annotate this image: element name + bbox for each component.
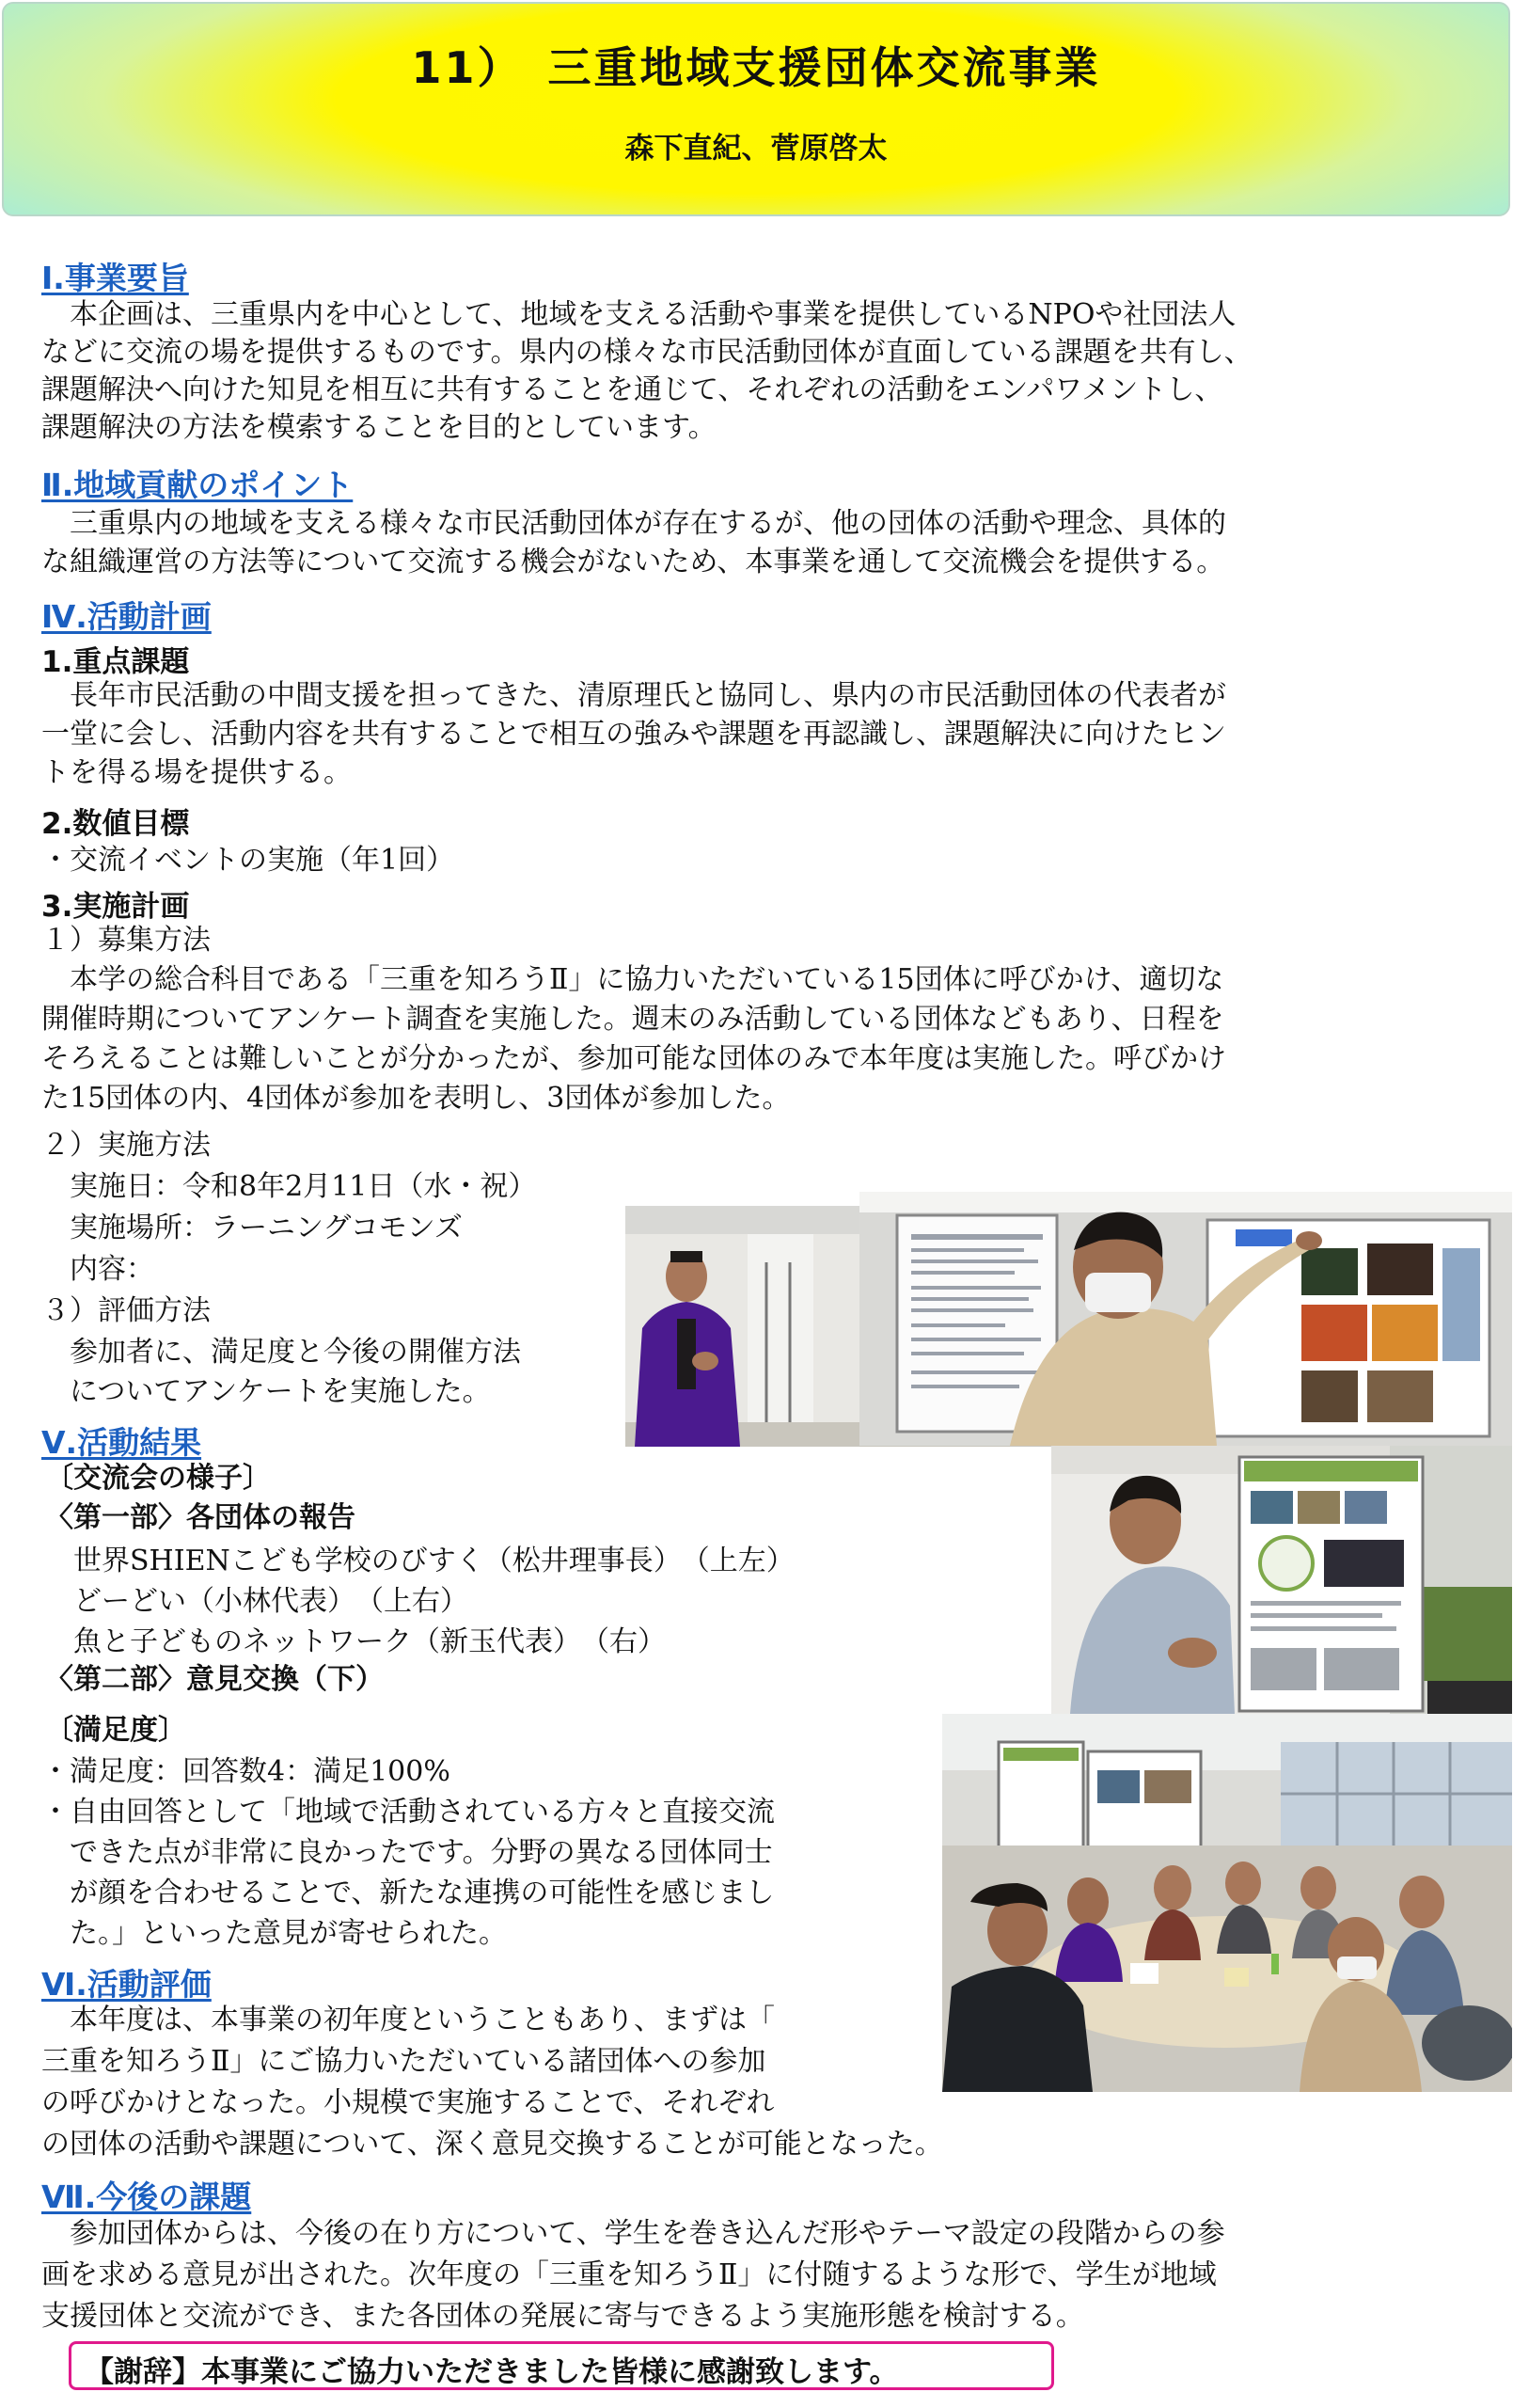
subheading-priority: 1.重点課題 — [41, 645, 190, 679]
body-line: 実施場所：ラーニングコモンズ — [41, 1212, 463, 1244]
body-line: ・自由回答として「地域で活動されている方々と直接交流 — [41, 1796, 775, 1829]
body-line: 魚と子どものネットワーク（新玉代表） （右） — [45, 1625, 666, 1658]
body-line: 課題解決の方法を模索することを目的としています。 — [41, 411, 717, 444]
body-line: などに交流の場を提供するものです。県内の様々な市民活動団体が直面している課題を共有し、 — [41, 336, 1253, 369]
plan-item-title: ２）実施方法 — [41, 1129, 211, 1162]
page-title: 11） 三重地域支援団体交流事業 — [411, 42, 1101, 93]
plan-item-title: ３）評価方法 — [41, 1294, 211, 1327]
acknowledgement-text: 【謝辞】本事業にご協力いただきました皆様に感謝致します。 — [85, 2355, 899, 2389]
body-line: 世界SHIENこども学校のびすく（松井理事長） （上左） — [45, 1545, 795, 1577]
body-line: 参加者に、満足度と今後の開催方法 — [41, 1336, 521, 1369]
title-banner — [2, 2, 1510, 216]
body-line: 課題解決へ向けた知見を相互に共有することを通じて、それぞれの活動をエンパワメントし、 — [41, 373, 1223, 406]
body-line: 本学の総合科目である「三重を知ろうⅡ」に協力いただいている15団体に呼びかけ、適切な — [41, 963, 1224, 996]
body-line: できた点が非常に良かったです。分野の異なる団体同士 — [41, 1836, 773, 1869]
body-line: 三重を知ろうⅡ」にご協力いただいている諸団体への参加 — [41, 2045, 766, 2078]
results-scene-title: 〔交流会の様子〕 — [45, 1462, 271, 1495]
body-line: どーどい（小林代表） （上右） — [45, 1585, 468, 1618]
body-line: 参加団体からは、今後の在り方について、学生を巻き込んだ形やテーマ設定の段階からの参 — [41, 2217, 1225, 2250]
satisfaction-title: 〔満足度〕 — [45, 1714, 186, 1747]
body-line: ・交流イベントの実施（年1回） — [41, 844, 455, 877]
photo-discussion — [942, 1714, 1512, 2092]
authors: 森下直紀、菅原啓太 — [624, 132, 888, 166]
body-line: の呼びかけとなった。小規模で実施することで、それぞれ — [41, 2086, 775, 2119]
body-line: についてアンケートを実施した。 — [41, 1375, 491, 1408]
body-line: が顔を合わせることで、新たな連携の可能性を感じまし — [41, 1877, 775, 1909]
body-line: 本企画は、三重県内を中心として、地域を支える活動や事業を提供しているNPOや社団法人 — [41, 298, 1237, 331]
section-heading-plan: Ⅳ.活動計画 — [41, 598, 212, 635]
photo-presenter-poster — [859, 1192, 1512, 1446]
acknowledgement-box — [69, 2341, 1054, 2390]
results-part1-title: 〈第一部〉各団体の報告 — [45, 1501, 355, 1534]
section-heading-future: Ⅶ.今後の課題 — [41, 2178, 252, 2215]
body-line: トを得る場を提供する。 — [41, 756, 352, 789]
section-heading-evaluation: Ⅵ.活動評価 — [41, 1966, 212, 2003]
photo-speaker-hoodie — [1051, 1446, 1512, 1714]
body-line: 本年度は、本事業の初年度ということもあり、まずは「 — [41, 2004, 775, 2036]
plan-item-title: １）募集方法 — [41, 924, 211, 957]
body-line: 画を求める意見が出された。次年度の「三重を知ろうⅡ」に付随するような形で、学生が地域 — [41, 2258, 1217, 2291]
body-line: た15団体の内、4団体が参加を表明し、3団体が参加した。 — [41, 1082, 791, 1115]
subheading-target: 2.数値目標 — [41, 807, 190, 841]
body-line: 開催時期についてアンケート調査を実施した。週末のみ活動している団体などもあり、日程を — [41, 1003, 1224, 1036]
body-line: 長年市民活動の中間支援を担ってきた、清原理氏と協同し、県内の市民活動団体の代表者が — [41, 679, 1226, 712]
body-line: ・満足度：回答数4：満足100% — [41, 1755, 450, 1788]
section-heading-results: Ⅴ.活動結果 — [41, 1424, 202, 1461]
body-line: の団体の活動や課題について、深く意見交換することが可能となった。 — [41, 2128, 943, 2161]
body-line: 三重県内の地域を支える様々な市民活動団体が存在するが、他の団体の活動や理念、具体的 — [41, 507, 1226, 540]
results-part2-title: 〈第二部〉意見交換（下） — [45, 1663, 384, 1696]
body-line: な組織運営の方法等について交流する機会がないため、本事業を通して交流機会を提供する。 — [41, 546, 1225, 578]
section-heading-summary: Ⅰ.事業要旨 — [41, 260, 189, 296]
subheading-implementation: 3.実施計画 — [41, 890, 190, 924]
body-line: た。」といった意見が寄せられた。 — [41, 1917, 507, 1950]
section-heading-contribution: Ⅱ.地域貢献のポイント — [41, 467, 354, 503]
body-line: 内容： — [41, 1253, 154, 1286]
body-line: そろえることは難しいことが分かったが、参加可能な団体のみで本年度は実施した。呼びかけ — [41, 1042, 1226, 1075]
body-line: 実施日：令和8年2月11日（水・祝） — [41, 1170, 537, 1203]
body-line: 支援団体と交流ができ、また各団体の発展に寄与できるよう実施形態を検討する。 — [41, 2300, 1084, 2333]
body-line: 一堂に会し、活動内容を共有することで相互の強みや課題を再認識し、課題解決に向けたヒン — [41, 718, 1226, 751]
